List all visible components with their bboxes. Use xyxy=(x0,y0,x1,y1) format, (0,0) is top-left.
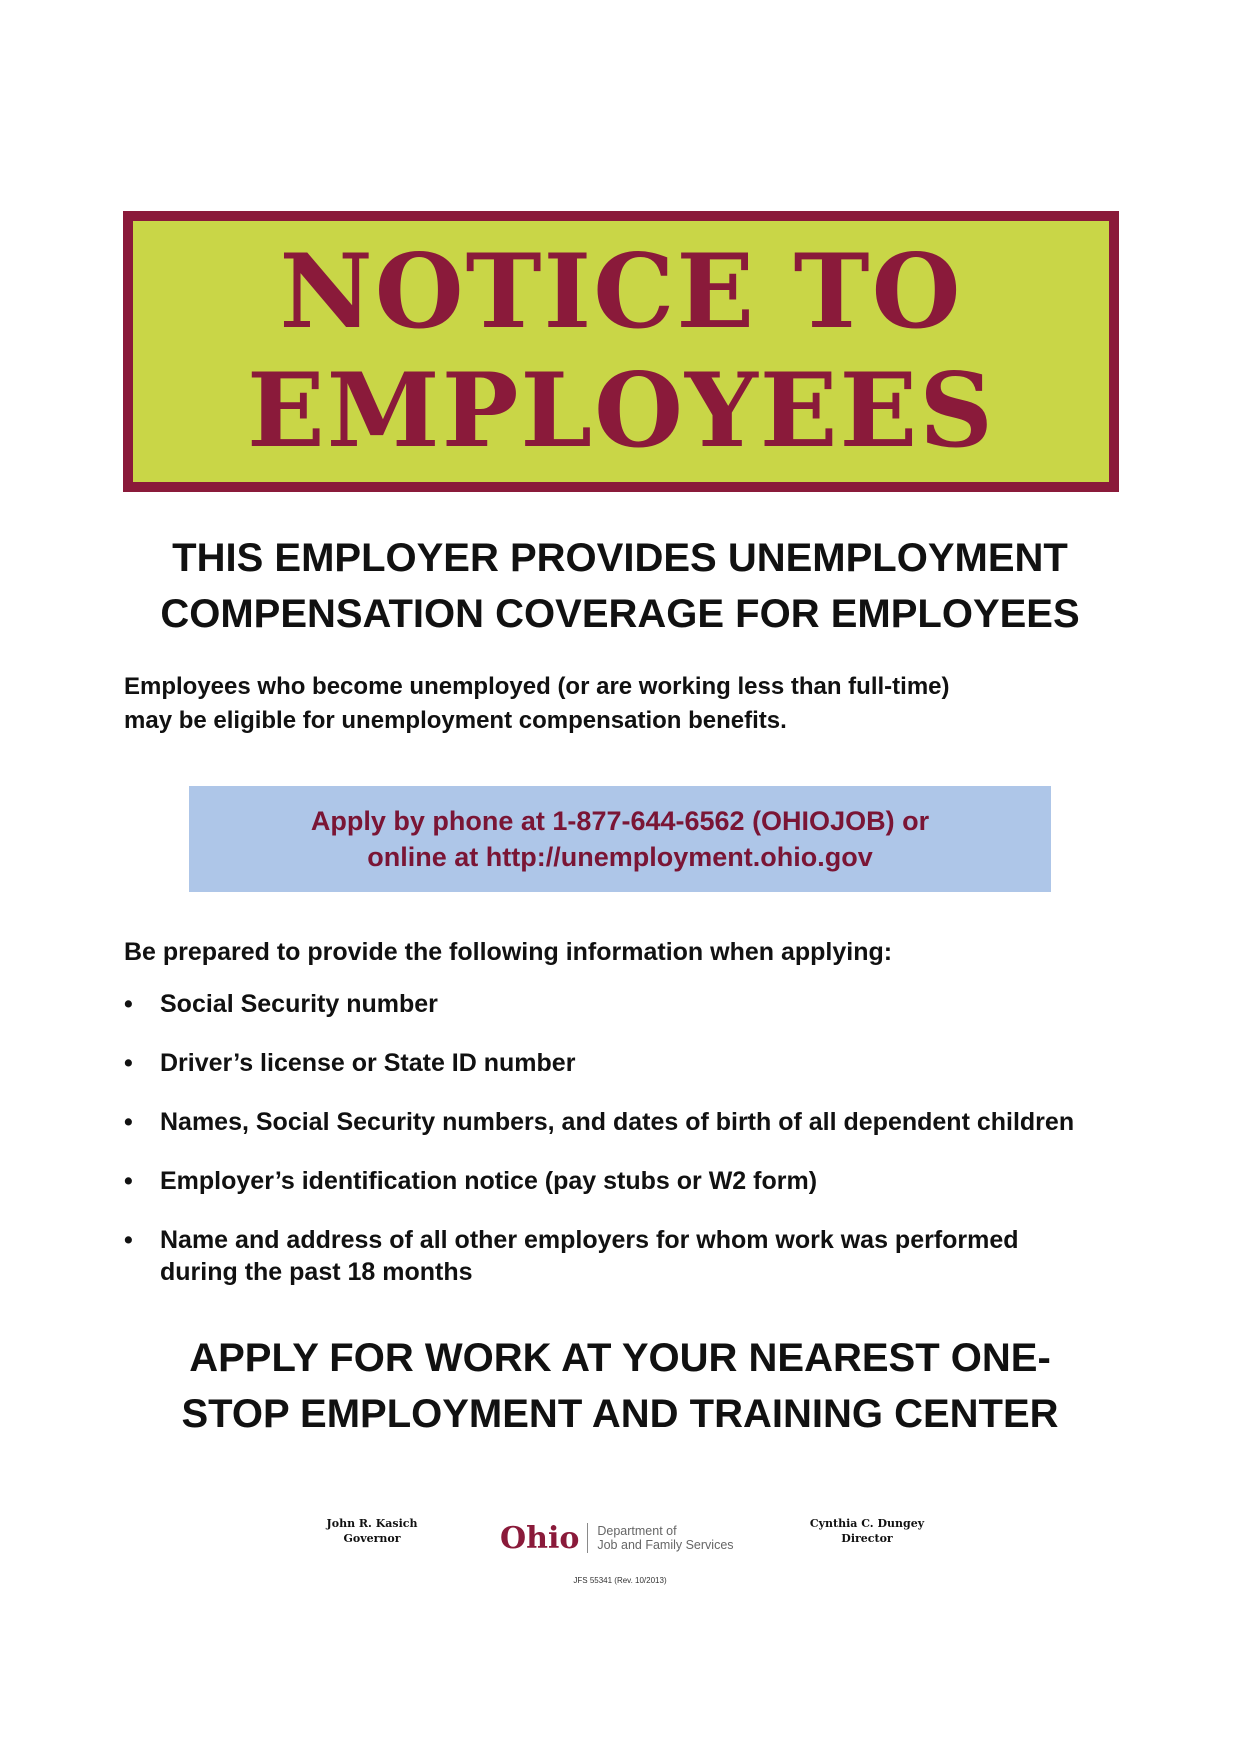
notice-banner xyxy=(123,211,1119,492)
eligibility-line-1: Employees who become unemployed (or are working less than full-time) xyxy=(124,673,950,700)
list-item-text-continued: during the past 18 months xyxy=(160,1258,473,1286)
banner-title-line-1: NOTICE TO xyxy=(279,232,963,353)
banner-title-line-2: EMPLOYEES xyxy=(247,350,995,471)
department-name xyxy=(597,1524,733,1552)
list-item xyxy=(124,1106,1134,1138)
list-item xyxy=(124,1047,1134,1079)
odjfs-logo xyxy=(500,1518,734,1558)
director-title: Director xyxy=(841,1532,893,1545)
bullet-icon: • xyxy=(124,1049,133,1077)
list-item-text: Name and address of all other employers for whom work was performed xyxy=(160,1226,1019,1254)
governor-title: Governor xyxy=(343,1532,401,1545)
list-item-text: Employer’s identification notice (pay stubs or W2 form) xyxy=(160,1167,818,1195)
list-item-text: Names, Social Security numbers, and dates of birth of all dependent children xyxy=(160,1108,1075,1136)
notice-banner-inner xyxy=(133,221,1109,482)
list-item xyxy=(124,1224,1134,1288)
form-number: JFS 55341 (Rev. 10/2013) xyxy=(573,1576,667,1585)
director-credit xyxy=(797,1516,937,1546)
closing-headline xyxy=(100,1330,1140,1442)
closing-headline-line-1: APPLY FOR WORK AT YOUR NEAREST ONE- xyxy=(189,1336,1051,1380)
bullet-icon: • xyxy=(124,1108,133,1136)
list-item-text: Driver’s license or State ID number xyxy=(160,1049,576,1077)
ohio-wordmark: Ohio xyxy=(500,1520,580,1556)
list-item xyxy=(124,988,1134,1020)
department-name-line-1: Department of xyxy=(597,1524,677,1538)
coverage-headline-line-2: COMPENSATION COVERAGE FOR EMPLOYEES xyxy=(160,592,1080,636)
coverage-headline xyxy=(100,530,1140,642)
department-name-line-2: Job and Family Services xyxy=(597,1538,734,1552)
coverage-headline-line-1: THIS EMPLOYER PROVIDES UNEMPLOYMENT xyxy=(172,536,1068,580)
list-item xyxy=(124,1165,1134,1197)
required-info-list xyxy=(124,988,1134,1315)
bullet-icon: • xyxy=(124,990,133,1018)
closing-headline-line-2: STOP EMPLOYMENT AND TRAINING CENTER xyxy=(181,1392,1059,1436)
governor-name: John R. Kasich xyxy=(326,1517,418,1530)
logo-divider xyxy=(587,1523,588,1553)
prepare-heading: Be prepared to provide the following information when applying: xyxy=(124,938,893,966)
bullet-icon: • xyxy=(124,1226,133,1254)
eligibility-line-2: may be eligible for unemployment compensation benefits. xyxy=(124,707,787,734)
eligibility-paragraph xyxy=(124,670,1124,738)
list-item-text: Social Security number xyxy=(160,990,438,1018)
governor-credit xyxy=(302,1516,442,1546)
director-name: Cynthia C. Dungey xyxy=(809,1517,925,1530)
apply-info-box xyxy=(189,786,1051,892)
bullet-icon: • xyxy=(124,1167,133,1195)
apply-phone-line: Apply by phone at 1-877-644-6562 (OHIOJOB) or xyxy=(310,806,930,836)
apply-online-link[interactable]: online at http://unemployment.ohio.gov xyxy=(367,842,873,872)
